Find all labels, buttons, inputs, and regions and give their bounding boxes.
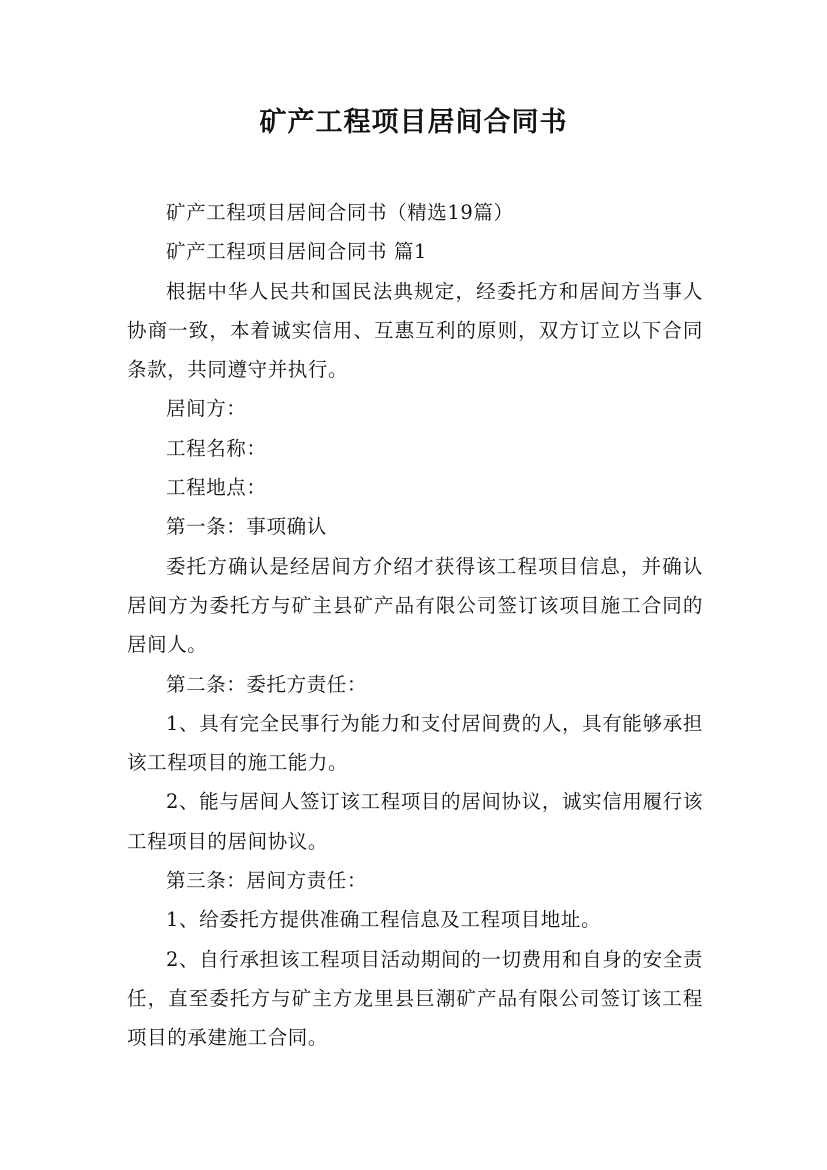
paragraph-subtitle: 矿产工程项目居间合同书（精选19篇） xyxy=(166,201,514,224)
paragraph-article-2-item-1: 1、具有完全民事行为能力和支付居间费的人，具有能够承担该工程项目的施工能力。 xyxy=(127,711,703,775)
paragraph-article-1-body: 委托方确认是经居间方介绍才获得该工程项目信息，并确认居间方为委托方与矿主县矿产品有限公司签订该项目施工合同的居间人。 xyxy=(127,554,703,657)
paragraph-article-1-heading: 第一条：事项确认 xyxy=(166,515,327,539)
paragraph-article-3-item-1: 1、给委托方提供准确工程信息及工程项目地址。 xyxy=(166,908,602,932)
document-body xyxy=(127,193,703,1058)
paragraph-article-3-item-2: 2、自行承担该工程项目活动期间的一切费用和自身的安全责任，直至委托方与矿主方龙里县巨潮矿产品有限公司签订该工程项目的承建施工合同。 xyxy=(127,947,703,1050)
paragraph-project-name: 工程名称： xyxy=(166,436,267,460)
paragraph-article-3-heading: 第三条：居间方责任： xyxy=(166,869,368,893)
paragraph-preamble: 根据中华人民共和国民法典规定，经委托方和居间方当事人协商一致，本着诚实信用、互惠互利的原则，双方订立以下合同条款，共同遵守并执行。 xyxy=(127,279,703,382)
document-title: 矿产工程项目居间合同书 xyxy=(259,107,568,138)
paragraph-article-2-heading: 第二条：委托方责任： xyxy=(166,672,368,696)
paragraph-article-2-item-2: 2、能与居间人签订该工程项目的居间协议，诚实信用履行该工程项目的居间协议。 xyxy=(127,790,703,853)
paragraph-intermediary: 居间方： xyxy=(166,397,247,421)
paragraph-section-heading: 矿产工程项目居间合同书 篇1 xyxy=(166,240,428,264)
paragraph-project-location: 工程地点： xyxy=(166,476,267,500)
